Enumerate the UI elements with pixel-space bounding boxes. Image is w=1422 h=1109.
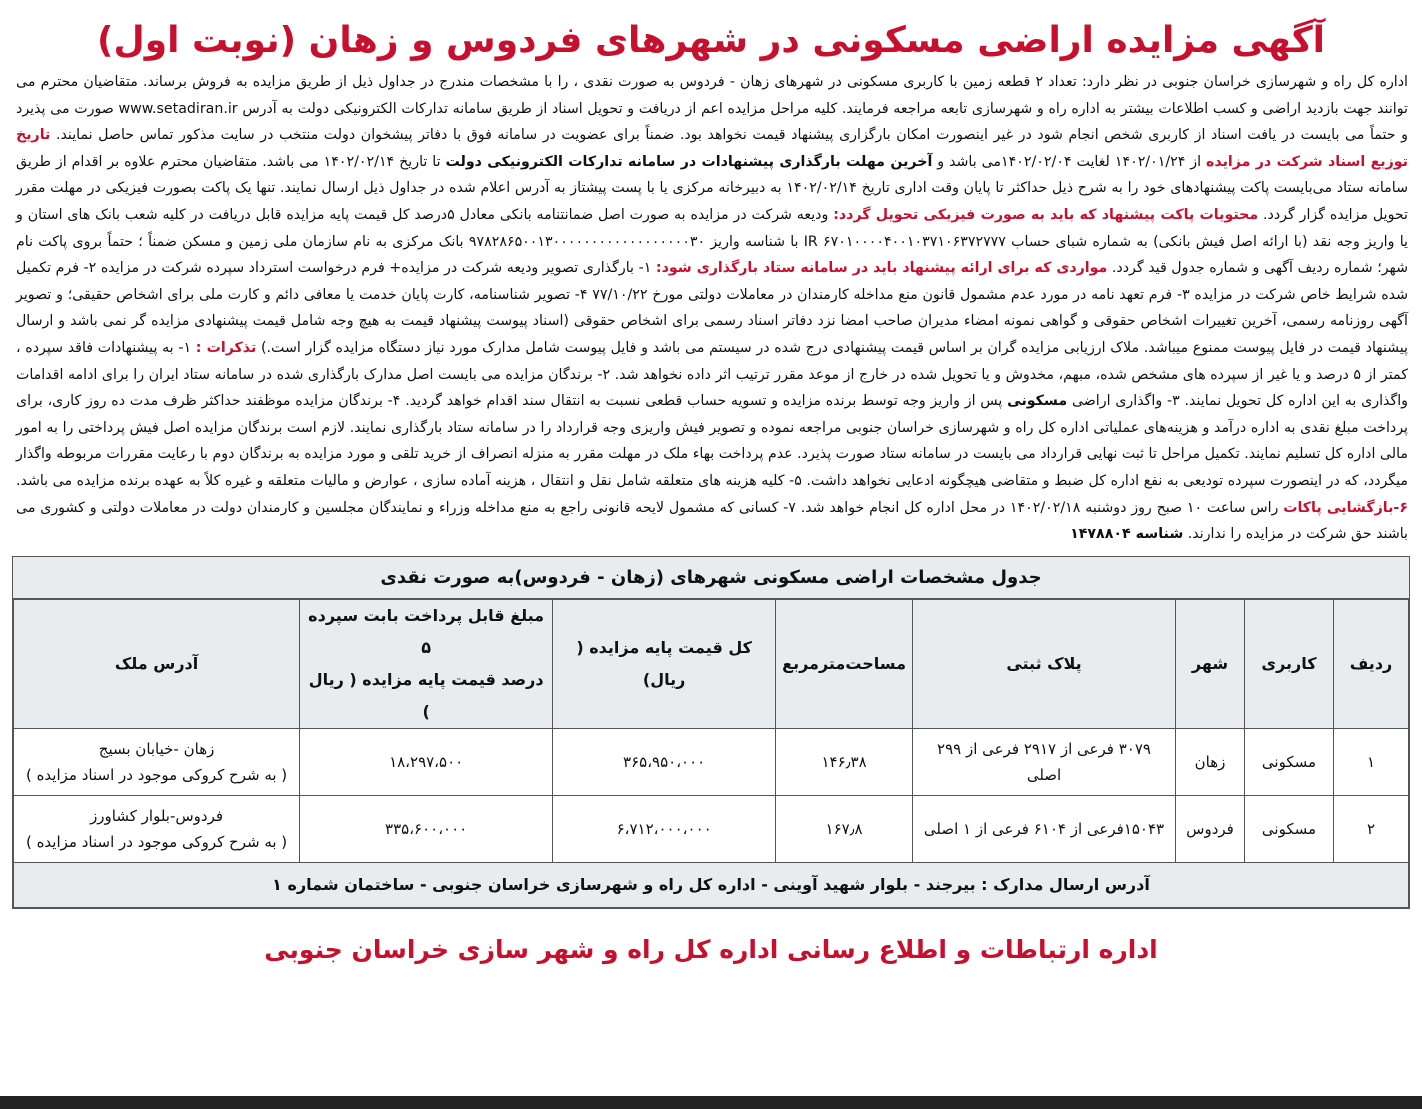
body-part: پس از واریز وجه توسط برنده مزایده و تسویه حساب قطعی نسبت به انتقال سند اقدام خواهد گردید. ۴- برندگان مزایده موظفند حداکثر ظرف مدت ده روز کاری، برای پرداخت مبلغ نقدی به اداره درآمد و هزینه‌های عملیاتی اداره کل راه و شهرسازی خراسان جنوبی مراجعه نموده و تصویر فیش واریزی وجه قرارداد را در سامانه ستاد بارگذاری نمایند. لازم است برندگان مزایده اصل فیش پرداختی را به امور مالی اداره کل تسلیم نمایند. تکمیل مراحل تا ثبت نهایی قرارداد می بایست در سامانه ستاد صورت پذیرد. عدم پرداخت بهاء ملک در مهلت مقرر به منزله انصراف از خرید تلقی و مورد مزایده به برندگان دوم با رعایت مقررات مربوطه واگذار میگردد، که در اینصورت سپرده تودیعی به نفع اداره کل ضبط و متقاضی هیچگونه ادعایی نخواهد داشت. ۵- کلیه هزینه های متعلقه شامل نقل و انتقال ، هزینه آماده سازی ، عوارض و مالیات متعلقه و غیره کلاً به عهده برنده مزایده می باشد. bbox=[16, 393, 1408, 489]
setadiran-link: www.setadiran.ir bbox=[118, 100, 238, 117]
header-pelak: پلاک ثبتی bbox=[913, 599, 1176, 728]
cell-shahr: فردوس bbox=[1176, 795, 1245, 862]
bold-residential: مسکونی bbox=[1007, 393, 1068, 410]
footer-publisher: اداره ارتباطات و اطلاع رسانی اداره کل راه و شهر سازی خراسان جنوبی bbox=[264, 934, 1158, 964]
header-mablagh bbox=[300, 599, 553, 728]
heading-upload-items: مواردی که برای ارائه پیشنهاد باید در سامانه ستاد بارگذاری شود: bbox=[655, 260, 1108, 277]
cell-shahr: زهان bbox=[1176, 728, 1245, 795]
cell-kol: ۳۶۵،۹۵۰،۰۰۰ bbox=[553, 728, 776, 795]
body-part: ۱- بارگذاری تصویر ودیعه شرکت در مزایده+ فرم درخواست استرداد سپرده شرکت در مزایده ۲- فرم تکمیل شده شرایط خاص شرکت در مزایده ۳- فرم تعهد نامه در مورد عدم مشمول قانون منع مداخله کارمندان در معاملات دولتی مورخ ۷۷/۱۰/۲۲ ۴- تصویر شناسنامه، کارت پایان خدمت یا معافی دائم و کارت ملی برای اشخاص حقیقی؛ و تصویر آگهی روزنامه رسمی، آخرین تغییرات اشخاص حقوقی و گواهی نمونه امضاء مدیران صاحب امضا نزد دفاتر اسناد رسمی برای اشخاص حقوقی (اسناد پیوست پیشنهاد قیمت به هیچ وجه شامل قیمت پیشنهادی مزایده گر نمی باشد و ارسال پیشنهاد قیمت در فایل پیوست ممنوع میباشد. ملاک ارزیابی مزایده گران بر اساس قیمت پیشنهادی درج شده در سیستم می باشد و فایل پیوست شامل مدارک مورد نیاز دستگاه مزایده گزار است.) bbox=[16, 260, 1408, 356]
cell-radif: ۱ bbox=[1334, 728, 1409, 795]
notice-title: آگهی مزایده اراضی مسکونی در شهرهای فردوس و زهان (نوبت اول) bbox=[97, 20, 1325, 61]
table-header-row bbox=[14, 599, 1409, 728]
cell-pelak: ۳۰۷۹ فرعی از ۲۹۱۷ فرعی از ۲۹۹ اصلی bbox=[913, 728, 1176, 795]
table-row bbox=[14, 728, 1409, 795]
body-part: ۱- به پیشنهادات فاقد سپرده ، کمتر از ۵ درصد و یا غیر از سپرده های مشخص شده، مبهم، مخدوش و یا تحویل شده در خارج از موعد مقرر ترتیب اثر داده نخواهد شد. ۲- برندگان مزایده می بایست اصل مدارک بارگذاری شده در سامانه ستاد ایران را برای ادامه اقدامات واگذاری به این اداره کل تحویل نمایند. ۳- واگذاری اراضی bbox=[16, 339, 1409, 410]
submission-address: آدرس ارسال مدارک : بیرجند - بلوار شهید آوینی - اداره کل راه و شهرسازی خراسان جنوبی - ساختمان شماره ۱ bbox=[14, 862, 1409, 907]
cell-adres-line2: ( به شرح کروکی موجود در اسناد مزایده ) bbox=[25, 765, 288, 784]
notice-id: شناسه ۱۴۷۸۸۰۴ bbox=[1070, 526, 1184, 543]
table-row bbox=[14, 795, 1409, 862]
land-table bbox=[13, 599, 1409, 908]
header-masahat: مساحت‌مترمربع bbox=[776, 599, 913, 728]
header-karbari: کاربری bbox=[1245, 599, 1334, 728]
cell-adres-line1: فردوس-بلوار کشاورز bbox=[90, 806, 224, 825]
body-part: تا تاریخ ۱۴۰۲/۰۲/۱۴ می باشد. متقاضیان محترم علاوه بر اقدام از طریق سامانه ستاد می‌بایست پاکت پیشنهادهای خود را به شرح ذیل حداکثر تا پایان وقت اداری تاریخ ۱۴۰۲/۰۲/۱۴ به دبیرخانه مرکزی یا با پست پیشتاز به آدرس اعلام شده در جداول ذیل ارسال نمایند. تنها یک پاکت بصورت فیزیکی در مهلت مقرر تحویل مزایده گزار گردد. bbox=[16, 153, 1409, 223]
heading-opening: ۶-بازگشایی پاکات bbox=[1283, 499, 1408, 516]
header-adres: آدرس ملک bbox=[14, 599, 300, 728]
heading-notes: تذکرات : bbox=[195, 339, 257, 356]
header-radif: ردیف bbox=[1334, 599, 1409, 728]
header-kol: کل قیمت پایه مزایده ( ریال) bbox=[553, 599, 776, 728]
body-part: راس ساعت ۱۰ صبح روز دوشنبه ۱۴۰۲/۰۲/۱۸ در محل اداره کل انجام خواهد شد. ۷- کسانی که مشمول لایحه قانونی راجع به منع مداخله وزراء و نمایندگان مجلسین و کارمندان دولت در معاملات دولتی و کشوری می باشند حق شرکت در مزایده را ندارند. bbox=[16, 499, 1408, 543]
notice-body bbox=[6, 69, 1416, 548]
body-part: صورت می پذیرد و حتماً می بایست در یافت اسناد از کاربری شخص انجام شود در غیر اینصورت امکان بارگزاری پیشنهاد قیمت نخواهد بود. ضمناً برای عضویت در سامانه فوق با دفاتر پیشخوان دولت منتخب در سایت مذکور تماس حاصل نمایند. bbox=[16, 100, 1408, 144]
cell-karbari: مسکونی bbox=[1245, 728, 1334, 795]
cell-adres-line2: ( به شرح کروکی موجود در اسناد مزایده ) bbox=[25, 832, 288, 851]
table-title: جدول مشخصات اراضی مسکونی شهرهای (زهان - فردوس)به صورت نقدی bbox=[13, 557, 1409, 599]
body-part: اداره کل راه و شهرسازی خراسان جنوبی در نظر دارد: تعداد ۲ قطعه زمین با کاربری مسکونی در شهرهای زهان - فردوس به صورت نقدی ، را با مشخصات مندرج در جداول ذیل از طریق مزایده به فروش برساند. متقاضیان محترم می توانند جهت بازدید اراضی و کسب اطلاعات بیشتر به اداره راه و شهرسازی تابعه مراجعه فرمایند. کلیه مراحل مزایده اعم از دریافت و تحویل اسناد از طریق سامانه تدارکات الکترونیکی دولت به آدرس bbox=[16, 74, 1409, 117]
header-mablagh-line2: درصد قیمت پایه مزایده ( ریال ) bbox=[308, 669, 544, 721]
land-table-container bbox=[12, 556, 1410, 909]
bottom-bar bbox=[0, 1096, 1422, 1109]
address-row bbox=[14, 862, 1409, 907]
cell-mablagh: ۱۸،۲۹۷،۵۰۰ bbox=[300, 728, 553, 795]
header-shahr: شهر bbox=[1176, 599, 1245, 728]
heading-envelope-contents: محتویات پاکت پیشنهاد که باید به صورت فیزیکی تحویل گردد: bbox=[833, 206, 1259, 223]
cell-adres bbox=[14, 728, 300, 795]
cell-adres-line1: زهان -خیابان بسیج bbox=[98, 739, 215, 758]
cell-radif: ۲ bbox=[1334, 795, 1409, 862]
body-part: از ۱۴۰۲/۰۱/۲۴ لغایت ۱۴۰۲/۰۲/۰۴می باشد و bbox=[932, 153, 1207, 170]
cell-mablagh: ۳۳۵،۶۰۰،۰۰۰ bbox=[300, 795, 553, 862]
cell-adres bbox=[14, 795, 300, 862]
cell-kol: ۶،۷۱۲،۰۰۰،۰۰۰ bbox=[553, 795, 776, 862]
cell-masahat: ۱۴۶٫۳۸ bbox=[776, 728, 913, 795]
heading-doc-distribution: تاریخ توزیع اسناد شرکت در مزایده bbox=[16, 127, 1408, 170]
cell-masahat: ۱۶۷٫۸ bbox=[776, 795, 913, 862]
header-mablagh-line1: مبلغ قابل پرداخت بابت سپرده ۵ bbox=[308, 605, 545, 657]
notice-page bbox=[6, 6, 1416, 1094]
cell-pelak: ۱۵۰۴۳فرعی از ۶۱۰۴ فرعی از ۱ اصلی bbox=[913, 795, 1176, 862]
heading-upload-deadline: آخرین مهلت بارگذاری پیشنهادات در سامانه تدارکات الکترونیکی دولت bbox=[445, 153, 933, 170]
body-part: ودیعه شرکت در مزایده به صورت اصل ضمانتنامه بانکی معادل ۵درصد کل قیمت پایه مزایده قابل دریافت در کلیه شعب بانک های استان و یا واریز وجه نقد (با ارائه اصل فیش بانکی) به شماره شبای حساب IR ۶۷۰۱۰۰۰۰۴۰۰۱۰۳۷۱۰۶۳۷۲۷۷۷ با شناسه واریز ۹۷۸۲۸۶۵۰۰۱۳۰۰۰۰۰۰۰۰۰۰۰۰۰۰۰۰۰۰۳۰ بانک مرکزی به نام سازمان ملی زمین و مسکن ضمناً ؛ حتماً بروی پاکت نام شهر؛ شماره ردیف آگهی و شماره جدول قید گردد. bbox=[16, 206, 1408, 277]
cell-karbari: مسکونی bbox=[1245, 795, 1334, 862]
